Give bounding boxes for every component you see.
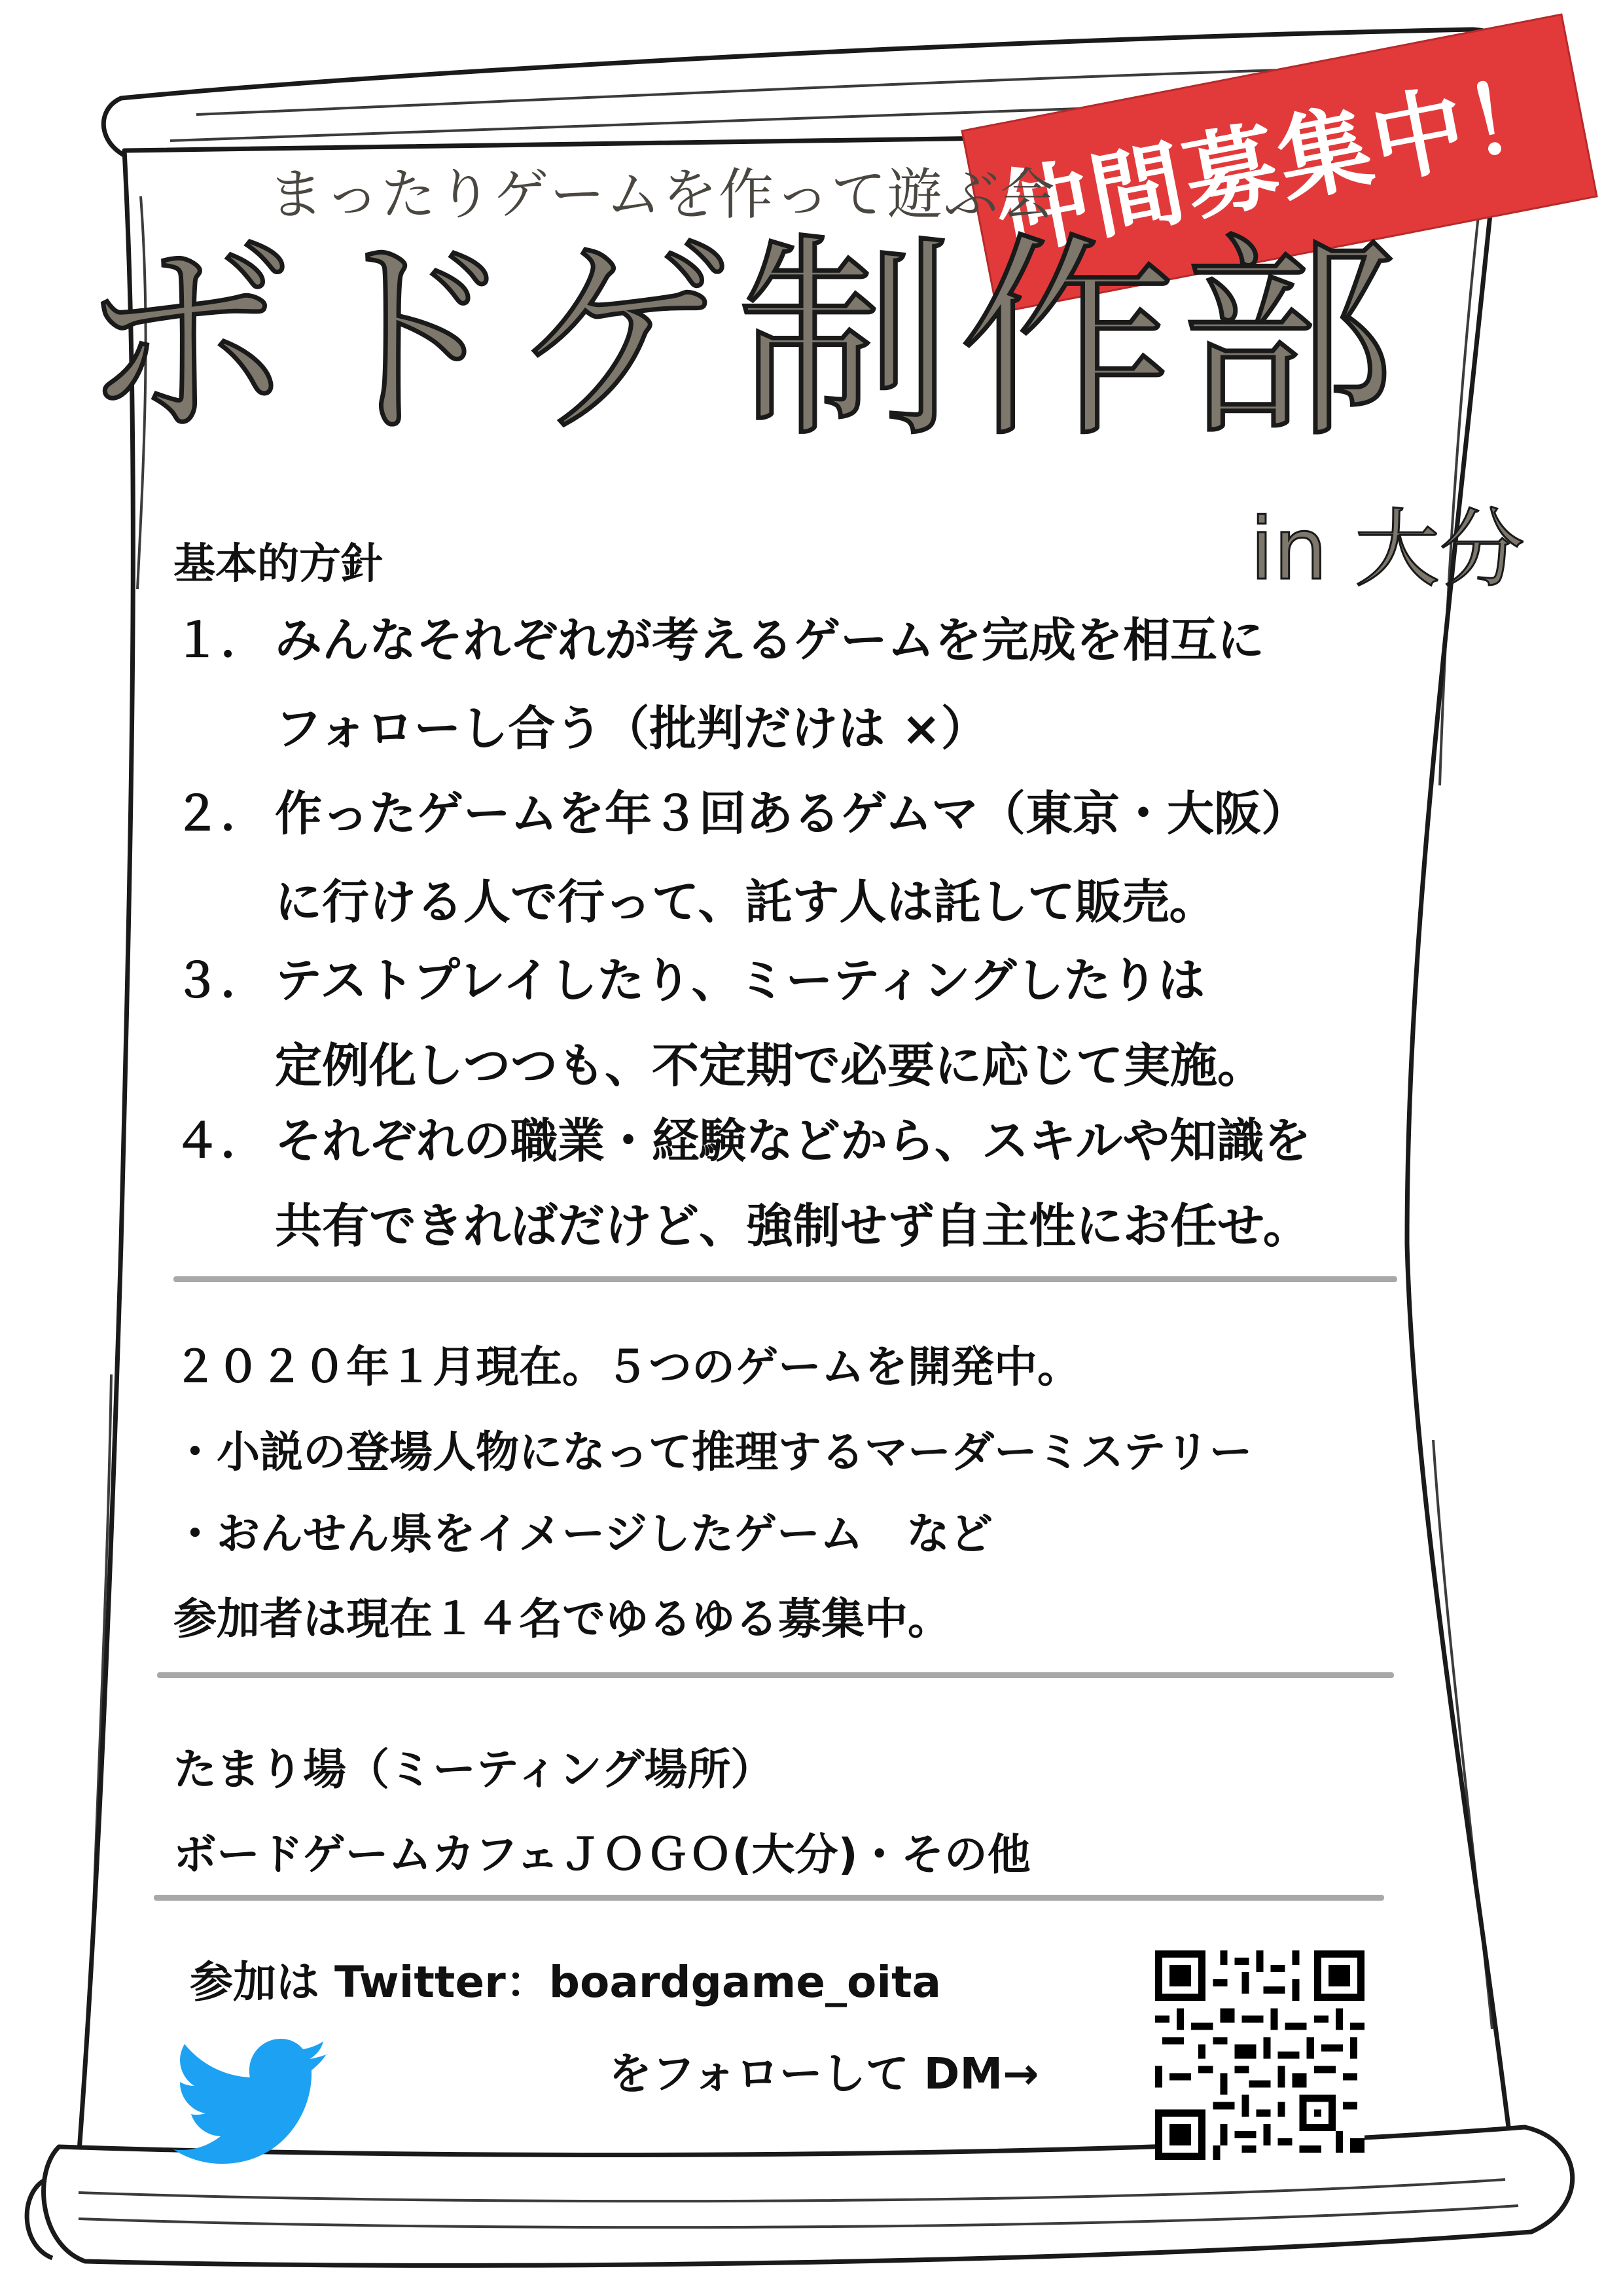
- policy-3-line-2: 定例化しつつも、不定期で必要に応じて実施。: [275, 1038, 1265, 1093]
- subtitle: まったりゲームを作って遊ぶ会: [268, 162, 1057, 226]
- banner-text: 仲間募集中！: [988, 55, 1571, 272]
- divider: [173, 1276, 1397, 1282]
- game-item-2: ・おんせん県をイメージしたゲーム など: [173, 1509, 993, 1559]
- divider: [154, 1895, 1384, 1901]
- policy-heading: 基本的方針: [173, 540, 383, 588]
- policy-2-line-1: 作ったゲームを年３回あるゲムマ（東京・大阪）: [275, 786, 1308, 841]
- contact-line-1: 参加は Twitter：boardgame_oita: [190, 1957, 942, 2007]
- place-heading: たまり場（ミーティング場所）: [173, 1744, 774, 1795]
- contact-line-2: をフォローして DM→: [609, 2049, 1039, 2099]
- page-title: ボドゲ制作部: [79, 215, 1402, 466]
- qr-code: [1155, 1950, 1364, 2160]
- members-line: 参加者は現在１４名でゆるゆる募集中。: [173, 1594, 951, 1644]
- policy-3-line-1: テストプレイしたり、ミーティングしたりは: [275, 953, 1205, 1008]
- policy-2-line-2: に行ける人で行って、託す人は託して販売。: [275, 874, 1217, 929]
- policy-4-line-1: それぞれの職業・経験などから、スキルや知識を: [275, 1113, 1311, 1168]
- policy-num-3: ３．: [173, 953, 268, 1008]
- place-venue: ボードゲームカフェＪＯＧＯ(大分)・その他: [173, 1829, 1031, 1880]
- policy-1-line-2: フォローし合う（批判だけは ×）: [275, 701, 988, 756]
- policy-num-1: １．: [173, 613, 268, 668]
- twitter-bird-icon: [173, 2039, 330, 2170]
- status-line: ２０２０年１月現在。５つのゲームを開発中。: [173, 1342, 1080, 1392]
- policy-4-line-2: 共有できればだけど、強制せず自主性にお任せ。: [275, 1198, 1310, 1253]
- policy-num-2: ２．: [173, 786, 268, 841]
- divider: [157, 1672, 1394, 1678]
- policy-1-line-1: みんなそれぞれが考えるゲームを完成を相互に: [275, 613, 1265, 668]
- location-label: in 大分: [1250, 499, 1525, 599]
- game-item-1: ・小説の登場人物になって推理するマーダーミステリー: [173, 1427, 1253, 1477]
- policy-num-4: ４．: [173, 1113, 268, 1168]
